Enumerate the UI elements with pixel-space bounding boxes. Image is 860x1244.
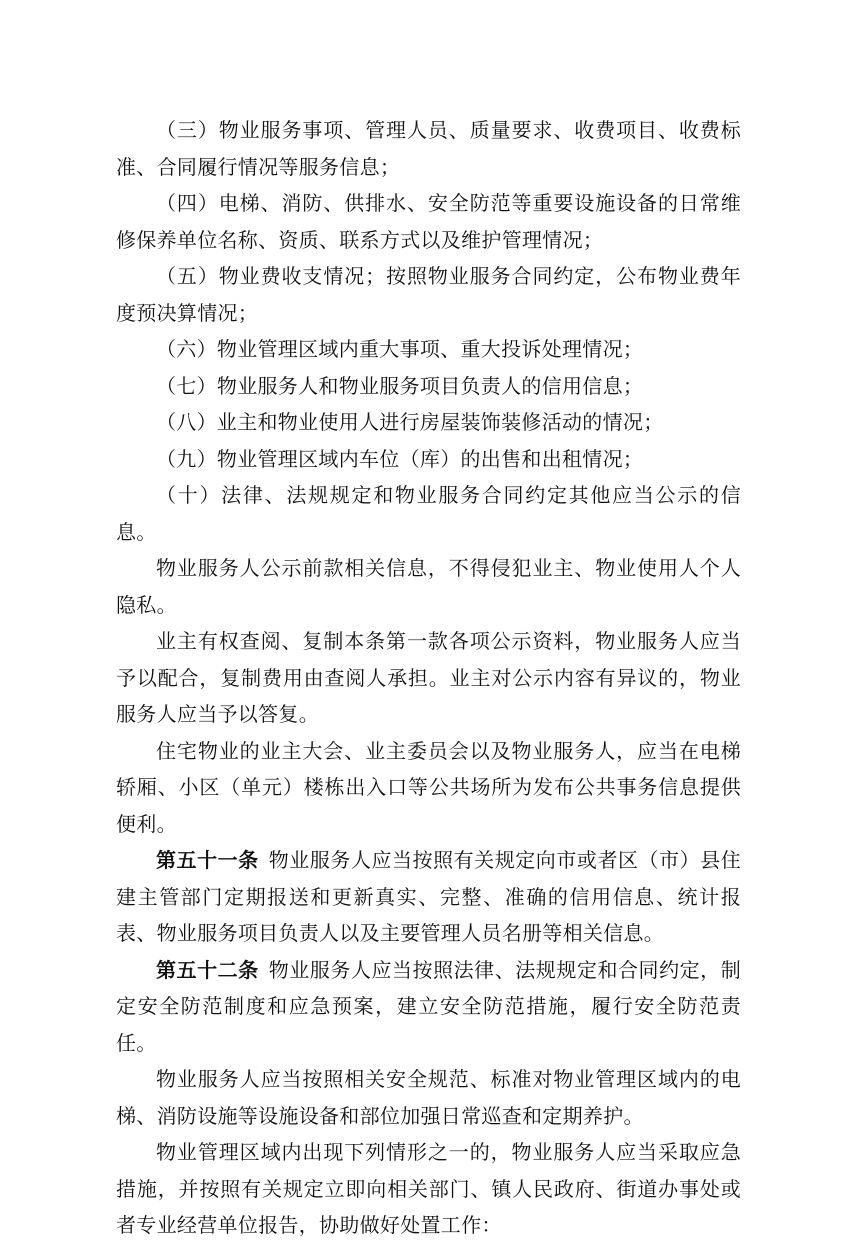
paragraph-text: 住宅物业的业主大会、业主委员会以及物业服务人，应当在电梯轿厢、小区（单元）楼栋出入口等公共场所为发布公共事务信息提供便利。 xyxy=(116,738,741,836)
article-number: 第五十二条 xyxy=(156,957,259,982)
paragraph-text: （六）物业管理区域内重大事项、重大投诉处理情况； xyxy=(156,337,644,361)
paragraph-text: （八）业主和物业使用人进行房屋装饰装修活动的情况； xyxy=(156,410,664,434)
paragraph-item-3 xyxy=(116,112,741,185)
paragraph-article-52 xyxy=(116,952,741,1062)
paragraph-text: （五）物业费收支情况；按照物业服务合同约定，公布物业费年度预决算情况； xyxy=(116,264,741,325)
paragraph-text: 物业服务人应当按照相关安全规范、标准对物业管理区域内的电梯、消防设施等设施设备和部位加强日常巡查和定期养护。 xyxy=(116,1067,741,1128)
paragraph-article-51 xyxy=(116,842,741,952)
paragraph-text: （七）物业服务人和物业服务项目负责人的信用信息； xyxy=(156,373,644,398)
paragraph-item-10 xyxy=(116,477,741,550)
paragraph-item-4 xyxy=(116,185,741,258)
paragraph-text: （三）物业服务事项、管理人员、质量要求、收费项目、收费标准、合同履行情况等服务信息； xyxy=(116,118,741,179)
paragraph-safety-inspection xyxy=(116,1061,741,1134)
paragraph-text: 物业服务人应当按照法律、法规规定和合同约定，制定安全防范制度和应急预案，建立安全防范措施，履行安全防范责任。 xyxy=(116,957,742,1055)
paragraph-text: 物业服务人应当按照有关规定向市或者区（市）县住建主管部门定期报送和更新真实、完整、准确的信用信息、统计报表、物业服务项目负责人以及主要管理人员名册等相关信息。 xyxy=(116,848,742,945)
paragraph-emergency xyxy=(116,1134,741,1244)
paragraph-privacy xyxy=(116,550,741,623)
paragraph-text: 物业管理区域内出现下列情形之一的，物业服务人应当采取应急措施，并按照有关规定立即向相关部门、镇人民政府、街道办事处或者专业经营单位报告，协助做好处置工作： xyxy=(116,1140,741,1237)
paragraph-item-5 xyxy=(116,258,741,331)
paragraph-text: 物业服务人公示前款相关信息，不得侵犯业主、物业使用人个人隐私。 xyxy=(116,556,741,617)
paragraph-public-info xyxy=(116,733,741,843)
document-body xyxy=(116,112,741,1244)
paragraph-text: （十）法律、法规规定和物业服务合同约定其他应当公示的信息。 xyxy=(116,483,741,544)
paragraph-item-9 xyxy=(116,441,741,478)
paragraph-text: （九）物业管理区域内车位（库）的出售和出租情况； xyxy=(156,446,644,471)
paragraph-item-6 xyxy=(116,331,741,368)
paragraph-item-7 xyxy=(116,368,741,405)
paragraph-access-rights xyxy=(116,623,741,733)
paragraph-text: （四）电梯、消防、供排水、安全防范等重要设施设备的日常维修保养单位名称、资质、联系方式以及维护管理情况； xyxy=(116,191,741,252)
paragraph-text: 业主有权查阅、复制本条第一款各项公示资料，物业服务人应当予以配合，复制费用由查阅人承担。业主对公示内容有异议的，物业服务人应当予以答复。 xyxy=(116,629,741,726)
article-number: 第五十一条 xyxy=(156,848,259,872)
paragraph-item-8 xyxy=(116,404,741,441)
